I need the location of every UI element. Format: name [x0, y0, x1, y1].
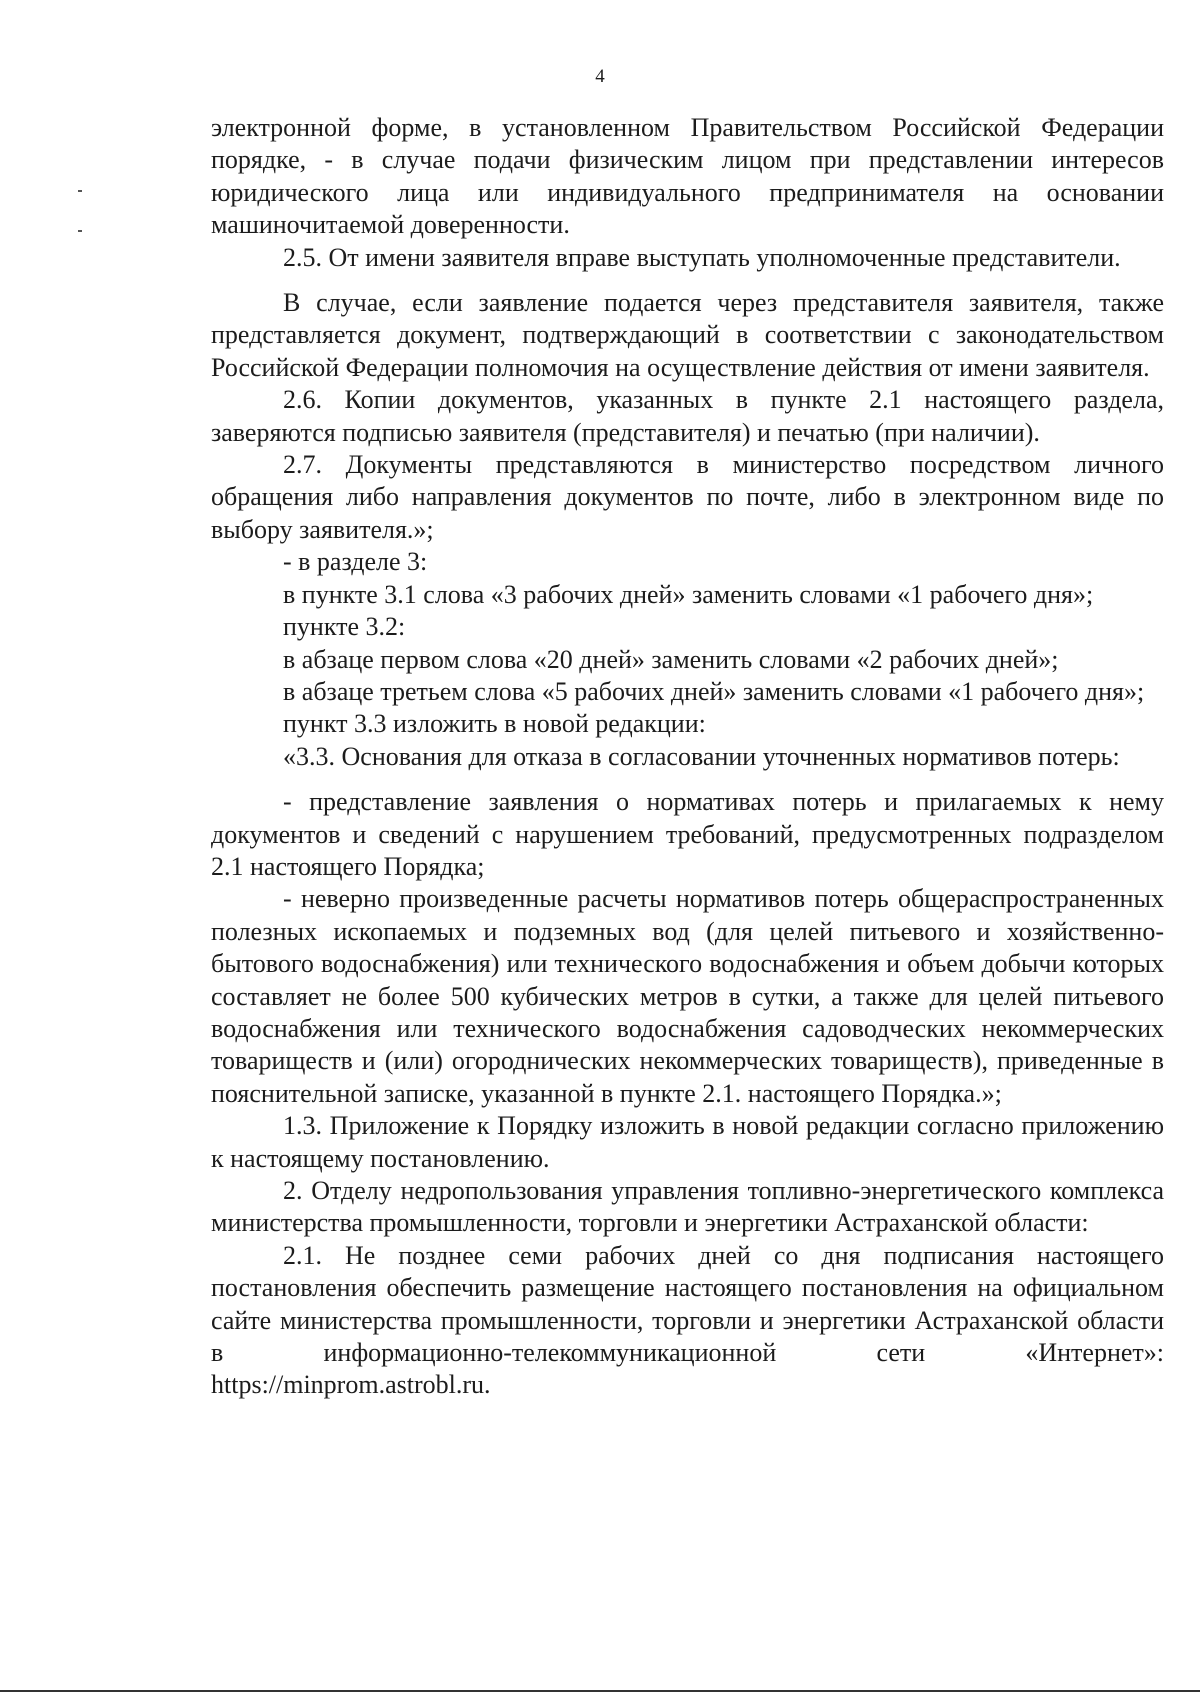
paragraph: 2. Отделу недропользования управления топливно-энергетического комплекса министерства промышленности, торговли и энергетики Астраханской области:: [211, 1176, 1164, 1238]
paragraph: - в разделе 3:: [283, 547, 428, 577]
scan-artifact: [78, 190, 82, 192]
page-bottom-edge: [0, 1690, 1200, 1692]
paragraph: пункте 3.2:: [283, 612, 406, 642]
paragraph: 2.6. Копии документов, указанных в пункте 2.1 настоящего раздела, заверяются подписью заявителя (представителя) и печатью (при наличии).: [211, 385, 1164, 447]
document-body: [211, 112, 1164, 1402]
paragraph: 2.5. От имени заявителя вправе выступать уполномоченные представители.: [283, 242, 1121, 272]
paragraph: в пункте 3.1 слова «3 рабочих дней» заменить словами «1 рабочего дня»;: [283, 579, 1094, 609]
paragraph: 2.7. Документы представляются в министерство посредством личного обращения либо направления документов по почте, либо в электронном виде по выбору заявителя.»;: [211, 450, 1164, 544]
paragraph: 2.1. Не позднее семи рабочих дней со дня подписания настоящего постановления обеспечить размещение настоящего постановления на официальном сайте министерства промышленности, торговли и энергетики Астраханской области в информационно-телекоммуникационной сети «Интернет»: https://minprom.astrobl.ru.: [211, 1240, 1164, 1400]
paragraph: пункт 3.3 изложить в новой редакции:: [283, 709, 706, 739]
page-number: 4: [595, 66, 605, 87]
paragraph: в абзаце первом слова «20 дней» заменить словами «2 рабочих дней»;: [283, 644, 1059, 674]
scan-artifact: [78, 230, 82, 232]
paragraph: «3.3. Основания для отказа в согласовании уточненных нормативов потерь:: [283, 741, 1120, 771]
paragraph: в абзаце третьем слова «5 рабочих дней» заменить словами «1 рабочего дня»;: [283, 676, 1145, 706]
paragraph: - неверно произведенные расчеты нормативов потерь общераспространенных полезных ископаемых и подземных вод (для целей питьевого и хозяйственно-бытового водоснабжения) или технического водоснабжения и объем добычи которых составляет не более 500 кубических метров в сутки, а также для целей питьевого водоснабжения или технического водоснабжения садоводческих некоммерческих товариществ и (или) огороднических некоммерческих товариществ), приведенные в пояснительной записке, указанной в пункте 2.1. настоящего Порядка.»;: [211, 884, 1164, 1108]
paragraph: В случае, если заявление подается через представителя заявителя, также представляется документ, подтверждающий в соответствии с законодательством Российской Федерации полномочия на осуществление действия от имени заявителя.: [211, 288, 1164, 382]
paragraph: 1.3. Приложение к Порядку изложить в новой редакции согласно приложению к настоящему постановлению.: [211, 1111, 1164, 1173]
paragraph: электронной форме, в установленном Правительством Российской Федерации порядке, - в случае подачи физическим лицом при представлении интересов юридического лица или индивидуального предпринимателя на основании машиночитаемой доверенности.: [211, 113, 1164, 240]
paragraph: - представление заявления о нормативах потерь и прилагаемых к нему документов и сведений с нарушением требований, предусмотренных подразделом 2.1 настоящего Порядка;: [211, 787, 1164, 881]
